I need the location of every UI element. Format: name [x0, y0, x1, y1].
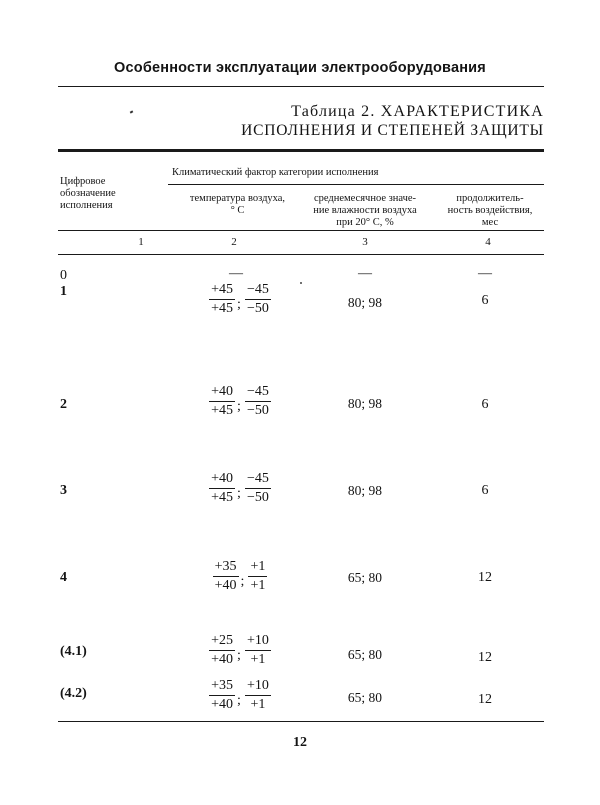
- running-header: Особенности эксплуатации электрооборудования: [114, 60, 486, 76]
- humidity-header: среднемесячное значе- ние влажности воздуха при 20° С, %: [313, 193, 417, 228]
- temperature-fraction: $\frac{-45}{-50}$: [246, 471, 269, 505]
- duration-header: продолжитель- ность воздействия, мес: [447, 193, 533, 228]
- humidity-cell: —: [358, 266, 372, 281]
- row-label: (4.2): [60, 686, 87, 701]
- humidity-cell: 80; 98: [347, 295, 383, 310]
- humidity-cell: 65; 80: [347, 570, 383, 585]
- row-label: 3: [60, 483, 67, 498]
- table-title-line1: Таблица 2. ХАРАКТЕРИСТИКА: [291, 103, 544, 120]
- duration-cell: 12: [478, 650, 492, 665]
- header-bottom-rule: [58, 230, 544, 231]
- duration-cell: 12: [478, 570, 492, 585]
- row-label: 1: [60, 284, 67, 299]
- duration-cell: —: [478, 266, 492, 281]
- temperature-fraction: $\frac{+45}{+45}$: [211, 282, 234, 316]
- temperature-header: температура воздуха, ° С: [189, 193, 286, 216]
- column-number: 3: [362, 236, 368, 248]
- temperature-fraction: $\frac{+1}{+1}$: [250, 559, 266, 593]
- humidity-cell: 65; 80: [347, 690, 383, 705]
- duration-cell: 6: [481, 483, 489, 498]
- page-number: 12: [293, 735, 307, 750]
- temperature-cell: $\frac{+35}{+40}$ ; $\frac{+1}{+1}$: [214, 559, 266, 593]
- temperature-fraction: $\frac{+35}{+40}$: [214, 559, 237, 593]
- temperature-fraction: $\frac{+25}{+40}$: [211, 633, 234, 667]
- header-rule: [58, 86, 544, 87]
- row-label: 4: [60, 570, 67, 585]
- humidity-cell: 80; 98: [347, 396, 383, 411]
- temperature-cell: $\frac{+40}{+45}$ ; $\frac{-45}{-50}$: [211, 384, 269, 418]
- climatic-group-header: Климатический фактор категории исполнения: [172, 167, 379, 178]
- table-title-line2: ИСПОЛНЕНИЯ И СТЕПЕНЕЙ ЗАЩИТЫ: [241, 122, 544, 139]
- column-number: 2: [231, 236, 237, 248]
- duration-cell: 12: [478, 692, 492, 707]
- table-top-rule: [58, 149, 544, 152]
- print-speck: [130, 110, 134, 113]
- humidity-cell: 80; 98: [347, 483, 383, 498]
- print-speck: [300, 282, 302, 284]
- column-number-rule: [58, 254, 544, 255]
- group-rule: [168, 184, 544, 185]
- row-label: 2: [60, 397, 67, 412]
- temperature-fraction: $\frac{+40}{+45}$: [211, 471, 234, 505]
- temperature-cell: $\frac{+40}{+45}$ ; $\frac{-45}{-50}$: [211, 471, 269, 505]
- row-label: (4.1): [60, 644, 87, 659]
- row-label: 0: [60, 268, 67, 283]
- designation-header: Цифровое обозначение исполнения: [60, 176, 116, 211]
- temperature-dash: —: [229, 266, 243, 281]
- column-number: 4: [485, 236, 491, 248]
- temperature-fraction: $\frac{+35}{+40}$: [211, 678, 234, 712]
- temperature-fraction: $\frac{+40}{+45}$: [211, 384, 234, 418]
- column-number: 1: [138, 236, 144, 248]
- temperature-cell: $\frac{+25}{+40}$ ; $\frac{+10}{+1}$: [211, 633, 269, 667]
- duration-cell: 6: [481, 397, 489, 412]
- table-bottom-rule: [58, 721, 544, 722]
- humidity-cell: 65; 80: [347, 647, 383, 662]
- temperature-fraction: $\frac{-45}{-50}$: [246, 384, 269, 418]
- temperature-cell: $\frac{+45}{+45}$ ; $\frac{-45}{-50}$: [211, 282, 269, 316]
- temperature-cell: $\frac{+35}{+40}$ ; $\frac{+10}{+1}$: [211, 678, 269, 712]
- temperature-fraction: $\frac{-45}{-50}$: [246, 282, 269, 316]
- duration-cell: 6: [481, 293, 489, 308]
- temperature-fraction: $\frac{+10}{+1}$: [246, 633, 269, 667]
- temperature-fraction: $\frac{+10}{+1}$: [246, 678, 269, 712]
